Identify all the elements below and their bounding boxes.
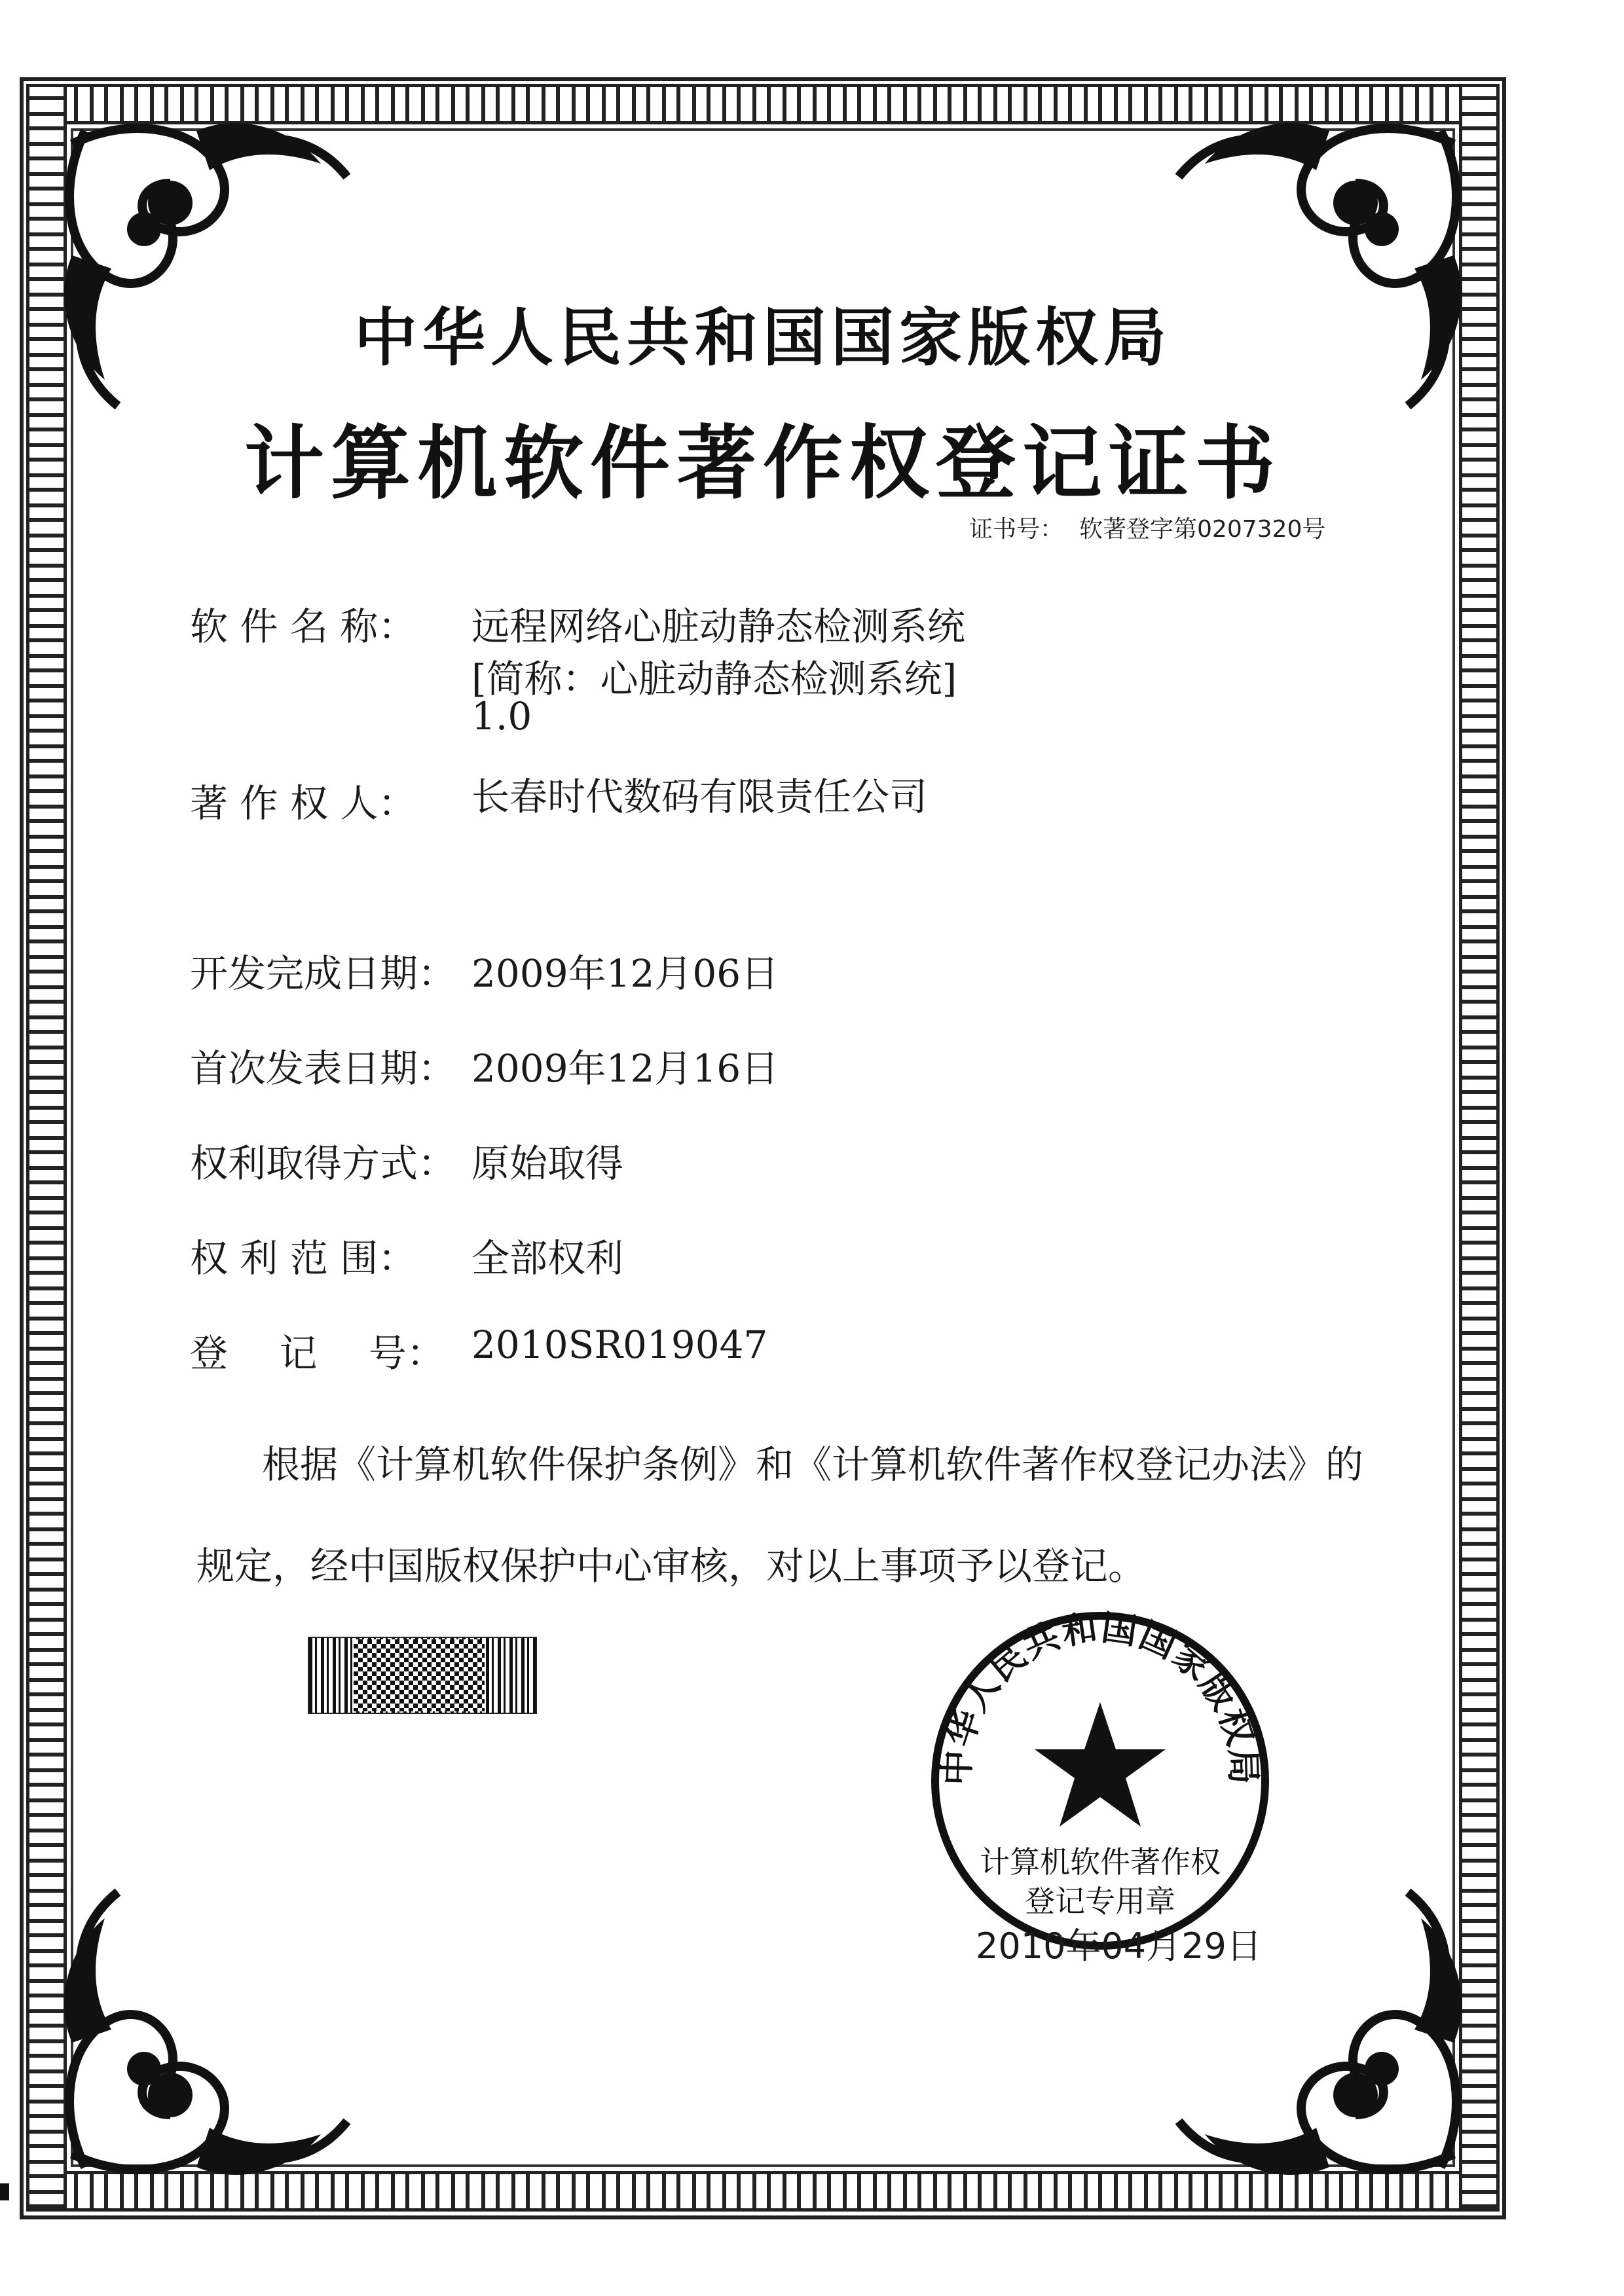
corner-ornament-top-right <box>1139 105 1480 445</box>
first-publish-date-label: 首次发表日期： <box>190 1046 456 1091</box>
dev-complete-date: 2009年12月06日 <box>471 951 779 996</box>
issuing-authority: 中华人民共和国国家版权局 <box>354 301 1172 374</box>
software-version: 1.0 <box>471 694 532 738</box>
barcode-pattern <box>354 1639 485 1711</box>
registration-number-label: 登 记 号： <box>190 1331 445 1376</box>
dev-complete-date-label: 开发完成日期： <box>190 951 456 996</box>
seal-inner-line-1: 计算机软件著作权 <box>980 1844 1221 1880</box>
certificate-number-label: 证书号： <box>969 516 1064 543</box>
corner-ornament-bottom-left <box>46 1853 386 2193</box>
rights-method-label: 权利取得方式： <box>190 1141 456 1186</box>
certificate-number <box>969 511 1341 544</box>
seal-ring-text: 中华人民共和国国家版权局 <box>936 1607 1264 1787</box>
copyright-owner: 长春时代数码有限责任公司 <box>471 774 928 819</box>
rights-scope: 全部权利 <box>471 1236 624 1281</box>
software-short-name: [简称：心脏动静态检测系统] <box>471 657 957 701</box>
certificate-title: 计算机软件著作权登记证书 <box>244 417 1282 510</box>
registration-number: 2010SR019047 <box>471 1322 768 1367</box>
scan-edge-mark <box>0 2183 9 2200</box>
statement-line-1: 根据《计算机软件保护条例》和《计算机软件著作权登记办法》的 <box>262 1442 1364 1487</box>
certificate-number-value: 软著登字第0207320号 <box>1079 516 1326 543</box>
software-name: 远程网络心脏动静态检测系统 <box>471 604 966 649</box>
software-name-label: 软 件 名 称： <box>190 604 416 649</box>
official-seal <box>923 1604 1277 1958</box>
first-publish-date: 2009年12月16日 <box>471 1046 779 1091</box>
seal-date: 2010年04月29日 <box>976 1925 1262 1967</box>
statement-line-2: 规定，经中国版权保护中心审核，对以上事项予以登记。 <box>196 1544 1147 1588</box>
corner-ornament-top-left <box>46 105 386 445</box>
seal-star-icon <box>1035 1702 1166 1827</box>
seal-inner-line-2: 登记专用章 <box>1025 1884 1175 1919</box>
rights-scope-label: 权 利 范 围： <box>190 1236 416 1281</box>
rights-method: 原始取得 <box>471 1141 624 1186</box>
copyright-owner-label: 著 作 权 人： <box>190 781 416 826</box>
